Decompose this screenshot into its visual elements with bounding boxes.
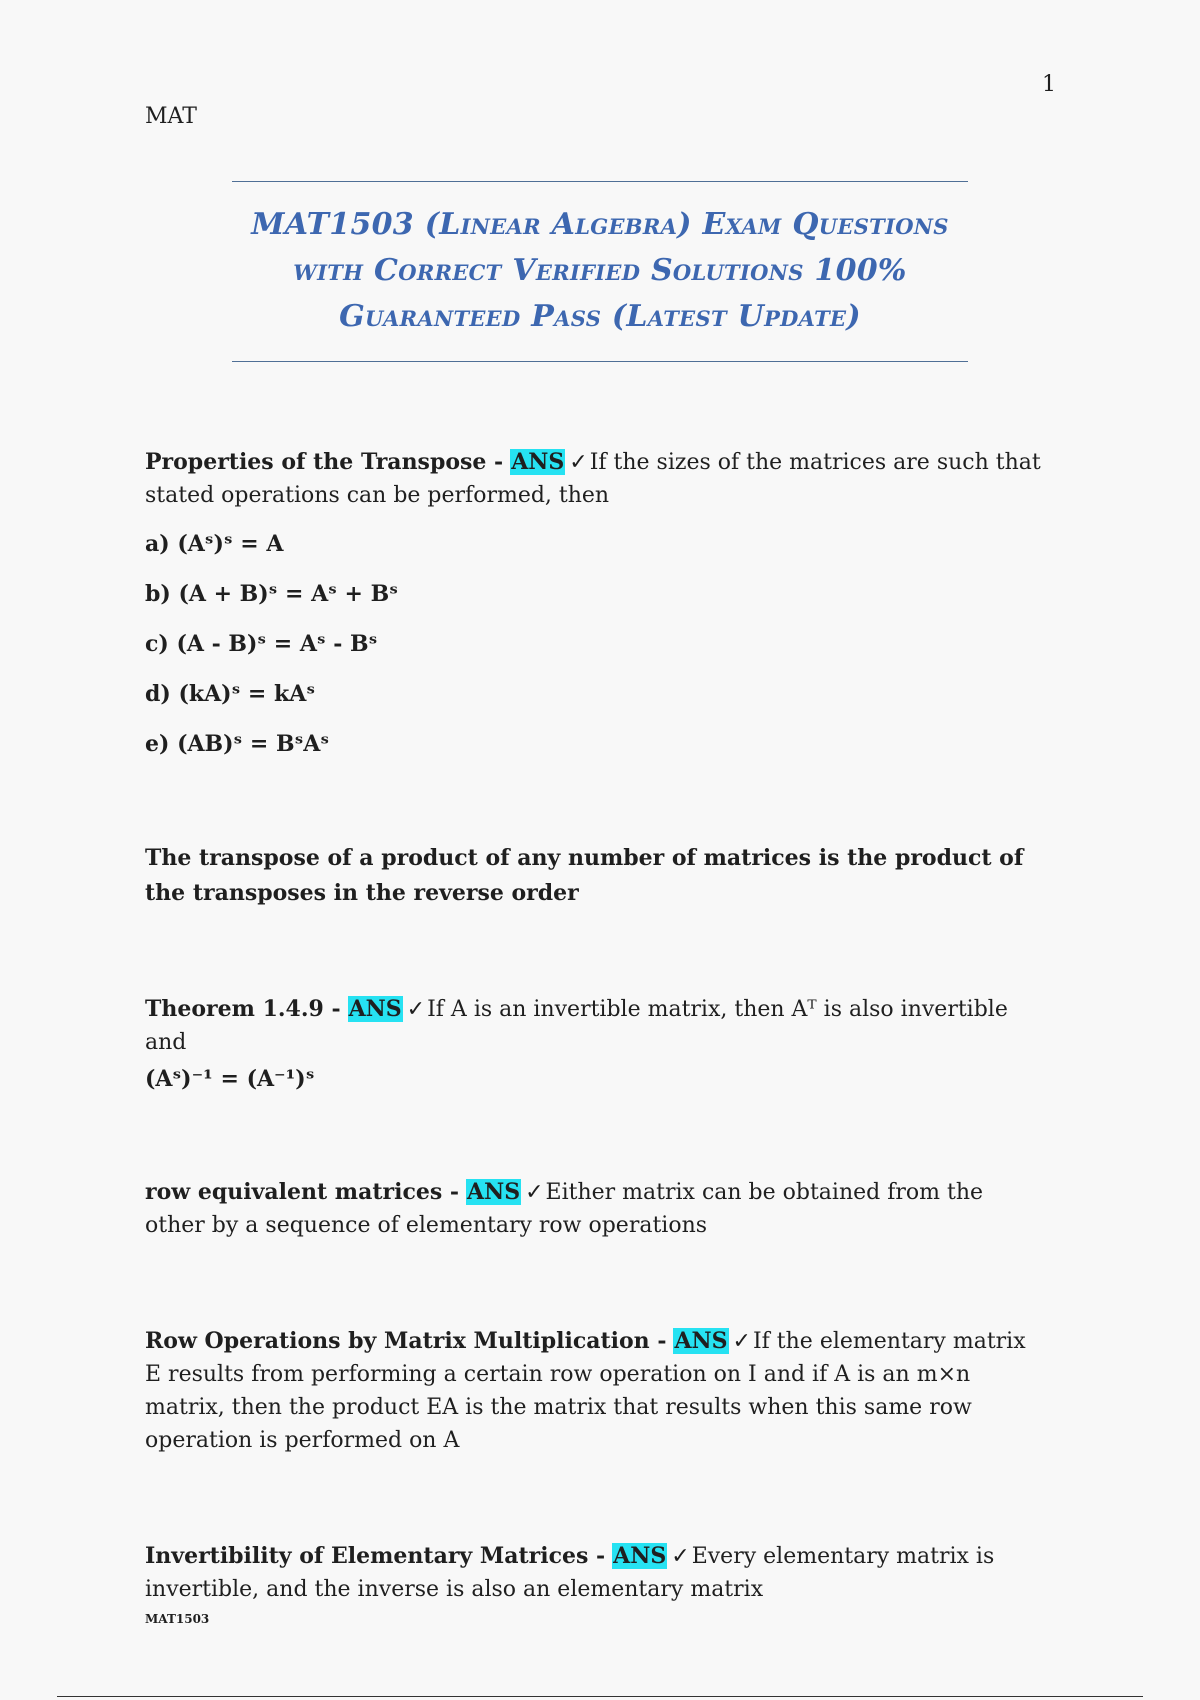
entry-answer: If the elementary matrix E results from performing a certain row operation on I and if A is an m×n matrix, then the product EA is the matrix that results when this same row operation is performed on A — [145, 1329, 1026, 1453]
check-mark-icon: ✓ — [732, 1329, 751, 1354]
page-footer: MAT1503 — [145, 1612, 210, 1626]
page-number: 1 — [1042, 72, 1056, 97]
product-note: The transpose of a product of any number of matrices is the product of the transposes in the reverse order — [145, 845, 1024, 906]
ans-highlight: ANS — [511, 449, 565, 475]
page-header: MAT — [145, 104, 197, 129]
property-a: a) (Aˢ)ˢ = A — [145, 531, 284, 557]
title-line-1: MAT1503 (Linear Algebra) Exam Questions — [251, 207, 949, 242]
entry-term: Properties of the Transpose - — [145, 449, 504, 475]
entry-transpose — [145, 446, 1045, 512]
check-mark-icon: ✓ — [569, 450, 588, 475]
entry-theorem — [145, 993, 1045, 1059]
entry-answer: Every elementary matrix is invertible, and the inverse is also an elementary matrix — [145, 1544, 995, 1602]
entry-term: Row Operations by Matrix Multiplication - — [145, 1328, 667, 1354]
theorem-formula: (Aˢ)⁻¹ = (A⁻¹)ˢ — [145, 1066, 315, 1092]
document-body — [145, 446, 1045, 1606]
ans-highlight: ANS — [348, 996, 402, 1022]
property-b: b) (A + B)ˢ = Aˢ + Bˢ — [145, 581, 398, 607]
check-mark-icon: ✓ — [671, 1544, 690, 1569]
entry-term: row equivalent matrices - — [145, 1179, 460, 1205]
property-d: d) (kA)ˢ = kAˢ — [145, 681, 316, 707]
footer-divider — [57, 1696, 1143, 1697]
ans-highlight: ANS — [674, 1328, 728, 1354]
ans-highlight: ANS — [467, 1179, 521, 1205]
entry-answer: If A is an invertible matrix, then Aᵀ is also invertible and — [145, 997, 1008, 1055]
title-line-2: with Correct Verified Solutions 100% — [293, 253, 907, 288]
entry-answer: If the sizes of the matrices are such that stated operations can be performed, then — [145, 450, 1041, 508]
property-e: e) (AB)ˢ = BˢAˢ — [145, 731, 330, 757]
entry-row-operations — [145, 1325, 1045, 1457]
ans-highlight: ANS — [613, 1543, 667, 1569]
title-line-3: Guaranteed Pass (Latest Update) — [339, 299, 861, 334]
entry-term: Theorem 1.4.9 - — [145, 996, 341, 1022]
check-mark-icon: ✓ — [525, 1180, 544, 1205]
check-mark-icon: ✓ — [406, 997, 426, 1022]
entry-row-equivalent — [145, 1176, 1045, 1242]
entry-invertibility — [145, 1540, 1045, 1606]
entry-term: Invertibility of Elementary Matrices - — [145, 1543, 606, 1569]
document-title — [232, 181, 968, 362]
property-c: c) (A - B)ˢ = Aˢ - Bˢ — [145, 631, 378, 657]
entry-answer: Either matrix can be obtained from the other by a sequence of elementary row operations — [145, 1180, 984, 1238]
